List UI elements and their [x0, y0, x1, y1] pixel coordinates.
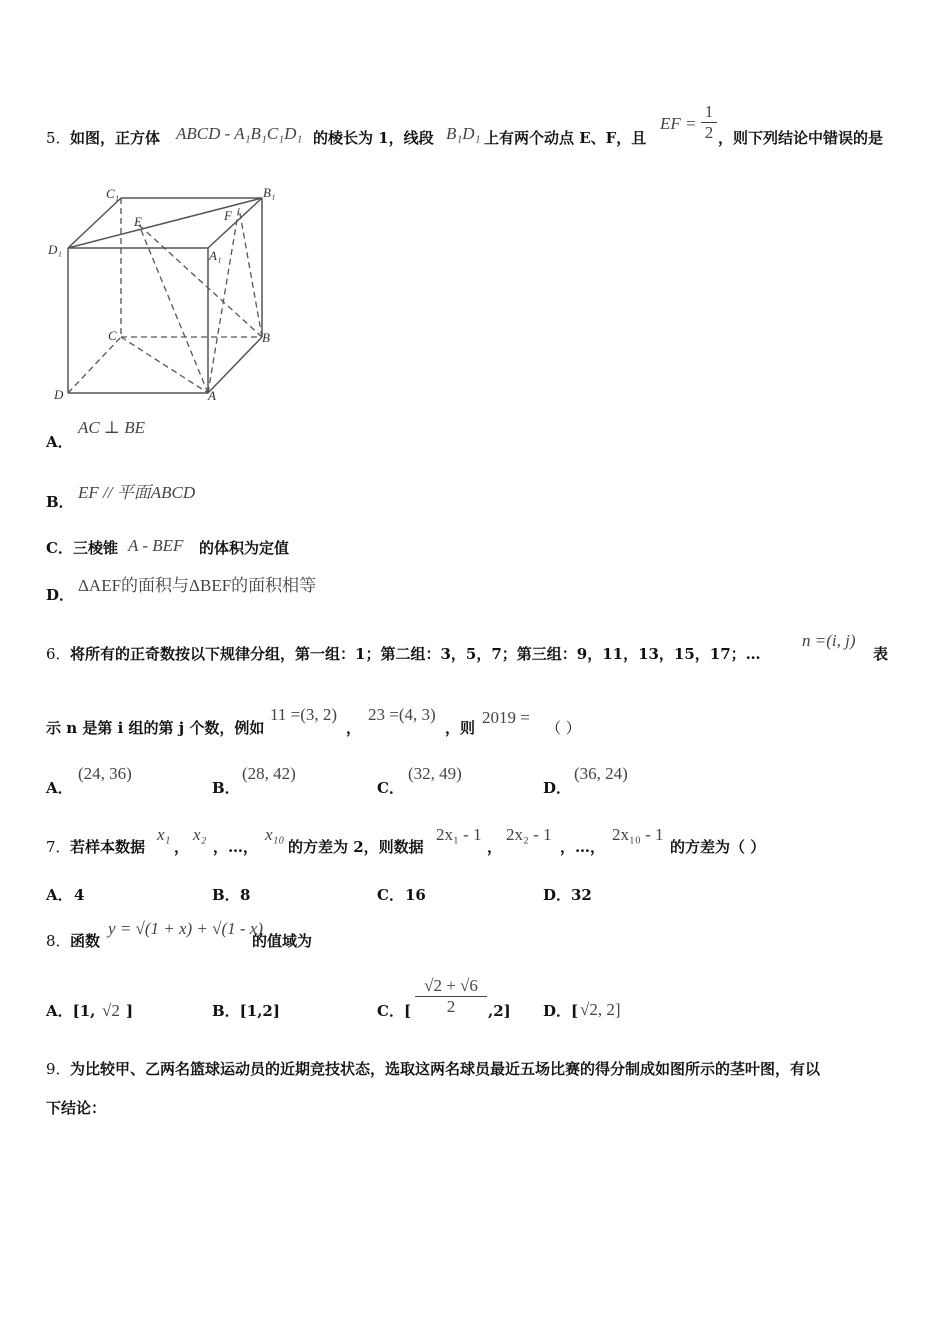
q5-option-d: ΔAEF的面积与ΔBEF的面积相等: [78, 576, 317, 595]
q8-option-d-math: √2, 2]: [580, 1000, 621, 1019]
q8-option-c-label: C．[: [377, 1002, 412, 1020]
q7-option-b-label: B．: [212, 886, 240, 904]
q6-ask: 2019 =: [482, 708, 530, 727]
q5-segment: B₁D₁: [446, 124, 481, 143]
q8-option-a-math: √2: [102, 1001, 120, 1020]
q5-ef-fraction: [701, 102, 717, 143]
q8-option-d-label: D．[: [543, 1002, 579, 1020]
q6-option-a: (24, 36): [78, 764, 132, 783]
q5-option-d-label: D．: [46, 586, 75, 604]
q6-example-1: 11 =(3, 2): [270, 705, 338, 724]
q9-line-2: 下结论：: [46, 1099, 107, 1117]
q8-option-c-denominator: 2: [415, 996, 487, 1017]
q5-cube-name: ABCD - A₁B₁C₁D₁: [176, 124, 303, 143]
q7-option-a: 4: [74, 886, 85, 904]
q6-option-c-label: C．: [377, 779, 404, 797]
q6-option-b-label: B．: [212, 779, 240, 797]
q6-option-c: (32, 49): [408, 764, 462, 783]
q7-y2: 2x₂ - 1: [506, 825, 552, 844]
q8-option-c-numerator: √2 + √6: [424, 976, 478, 995]
q8-option-c-tail: ,2]: [488, 1002, 511, 1020]
q8-option-a-label: A．[1,: [46, 1002, 96, 1020]
label-D1: D₁: [48, 242, 62, 257]
q7-option-c: 16: [405, 886, 426, 904]
q7-x1: x₁: [157, 825, 171, 844]
q7-text-3: 的方差为（ ）: [670, 838, 766, 856]
q5-text-3: 上有两个动点 E、F，且: [484, 129, 647, 147]
label-F: F: [224, 208, 232, 223]
q6-option-d: (36, 24): [574, 764, 628, 783]
label-A: A: [208, 388, 216, 403]
label-B: B: [262, 330, 270, 345]
q7-text-2: 的方差为 2，则数据: [288, 838, 424, 856]
q5-ef-lhs: EF =: [660, 114, 697, 133]
q5-option-b-label: B．: [46, 493, 74, 511]
q8-text-2: 的值域为: [252, 932, 313, 950]
label-B1: B₁: [263, 185, 276, 200]
q6-option-b: (28, 42): [242, 764, 296, 783]
hidden-B-E: [139, 225, 262, 337]
q6-option-a-label: A．: [46, 779, 73, 797]
q7-option-b: 8: [240, 886, 251, 904]
q5-option-c-label: C．三棱锥: [46, 539, 118, 557]
q8-option-b: B．[1,2]: [212, 1002, 280, 1020]
q5-text-2: 的棱长为 1，线段: [313, 129, 434, 147]
q8-option-c-fraction: [415, 976, 487, 1017]
hidden-D-C: [68, 337, 121, 393]
q6-paren: （ ）: [546, 719, 581, 737]
q5-cube-figure: [44, 180, 284, 405]
q9-number: 9．: [46, 1060, 71, 1078]
q7-option-d-label: D．: [543, 886, 572, 904]
q9-line-1: 为比较甲、乙两名篮球运动员的近期竞技状态，选取这两名球员最近五场比赛的得分制成如图所示的茎叶图，有以: [70, 1060, 821, 1078]
q7-number: 7．: [46, 838, 71, 856]
q6-text-4: ，则: [445, 719, 476, 737]
q7-option-a-label: A．: [46, 886, 73, 904]
q8-text-1: 函数: [70, 932, 101, 950]
q8-number: 8．: [46, 932, 71, 950]
q7-option-d: 32: [571, 886, 592, 904]
q5-option-a-label: A．: [46, 433, 73, 451]
q5-text-1: 如图，正方体: [70, 129, 161, 147]
hidden-B-F: [239, 208, 262, 337]
q6-text-1: 将所有的正奇数按以下规律分组，第一组：1；第二组：3，5，7；第三组：9，11，13，15，17；…: [70, 645, 761, 663]
q5-number: 5．: [46, 129, 71, 147]
q7-y1: 2x₁ - 1: [436, 825, 482, 844]
q7-comma-4: ，…，: [560, 838, 606, 856]
label-E: E: [134, 214, 142, 229]
q6-example-2: 23 =(4, 3): [368, 705, 436, 724]
q5-ef-denominator: 2: [701, 122, 717, 143]
q6-number: 6．: [46, 645, 71, 663]
q8-option-a-tail: ]: [126, 1002, 134, 1020]
q7-comma-2: ，…，: [213, 838, 259, 856]
q7-x10: x₁₀: [265, 825, 285, 844]
hidden-C-A: [121, 337, 208, 393]
q6-n-mapping: n =(i, j): [802, 631, 856, 650]
q6-text-2: 表: [873, 645, 889, 663]
label-C: C: [108, 328, 117, 343]
q8-function: y = √(1 + x) + √(1 - x): [108, 919, 264, 938]
hidden-A-E: [139, 225, 208, 393]
q5-text-4: ，则下列结论中错误的是: [718, 129, 884, 147]
edge-A-B: [208, 337, 262, 393]
label-D: D: [54, 387, 64, 402]
q5-option-c-tail: 的体积为定值: [199, 539, 290, 557]
q7-comma-1: ，: [174, 838, 190, 856]
label-C1: C₁: [106, 186, 120, 201]
q7-x2: x₂: [193, 825, 207, 844]
q7-comma-3: ，: [487, 838, 503, 856]
q7-option-c-label: C．: [377, 886, 404, 904]
label-A1: A₁: [209, 248, 222, 263]
q5-option-a: AC ⊥ BE: [78, 418, 145, 437]
q5-ef-numerator: 1: [704, 102, 714, 121]
q6-option-d-label: D．: [543, 779, 572, 797]
q5-option-c-math: A - BEF: [128, 536, 184, 555]
q7-text-1: 若样本数据: [70, 838, 146, 856]
q6-comma: ，: [346, 719, 362, 737]
q7-y10: 2x₁₀ - 1: [612, 825, 664, 844]
q6-text-3: 示 n 是第 i 组的第 j 个数，例如: [46, 719, 265, 737]
q5-option-b: EF // 平面ABCD: [78, 483, 196, 502]
